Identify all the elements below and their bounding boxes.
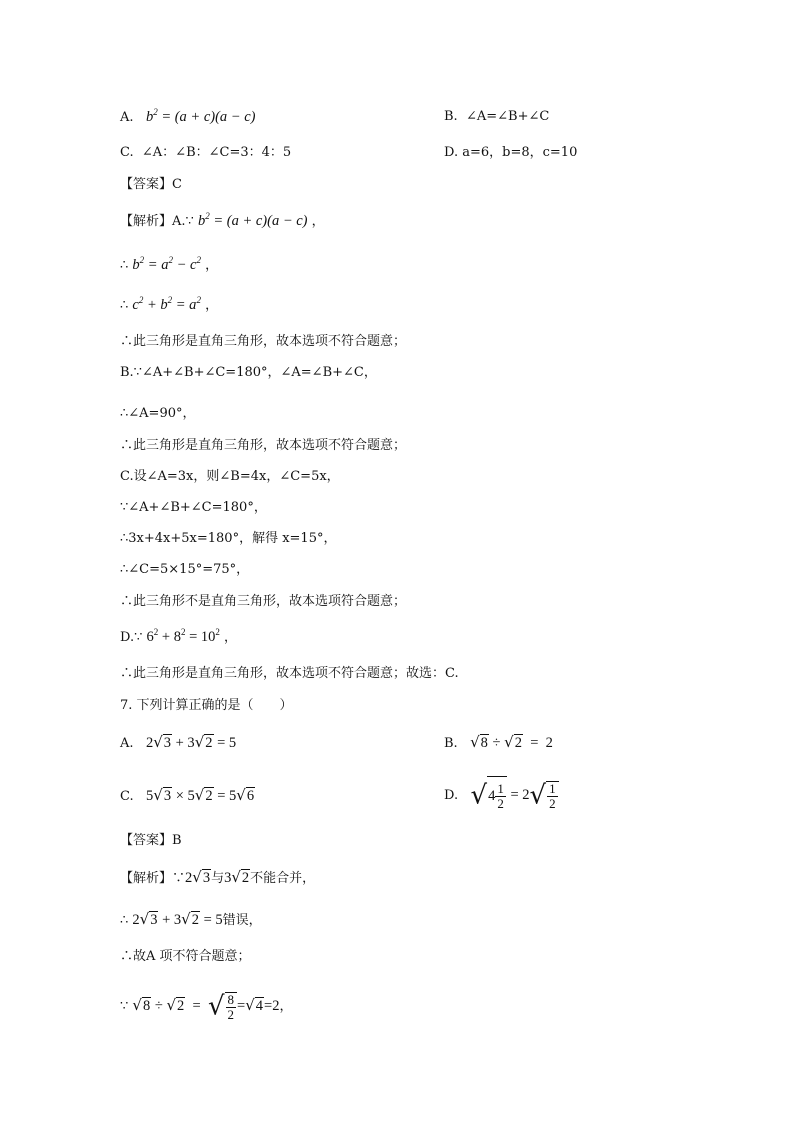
analysis-c-line3: ∴3x+4x+5x=180°，解得 x=15°， <box>120 531 337 546</box>
analysis-c-line2: ∵∠A+∠B+∠C=180°， <box>120 500 267 515</box>
q7-answer <box>120 832 182 850</box>
formula: $b^2 = (a + c)(a - c)$ <box>197 211 308 229</box>
option-label: C. <box>120 789 134 804</box>
option-label: B. <box>444 109 458 124</box>
answer-value: B <box>172 833 182 848</box>
answer-tag: 【答案】 <box>120 177 173 192</box>
formula: √8 ÷ √2 = √ $\frac{8}{2}$ =√4=2 <box>132 991 280 1022</box>
option-text: ∠A=∠B+∠C <box>465 109 550 124</box>
option-label: C. <box>120 145 134 160</box>
q6-answer <box>120 176 182 194</box>
option-label: B. <box>444 736 458 751</box>
analysis-b-line2: ∴∠A=90°， <box>120 406 196 421</box>
option-text: ∠A：∠B：∠C=3：4：5 <box>141 145 292 160</box>
option-label: D. <box>444 788 459 803</box>
q6-analysis-a: 【解析】A.∵ $b^2 = (a + c)(a - c)$ ， <box>120 211 325 229</box>
analysis-c-line4: ∴∠C=5×15°=75°， <box>120 562 250 577</box>
formula: $b^2 = (a + c)(a - c)$ <box>145 107 256 125</box>
option-label: A. <box>120 110 134 125</box>
q7-analysis-4: ∵ √8 ÷ √2 = √ $\frac{8}{2}$ =√4=2， <box>120 991 293 1022</box>
formula: √8 ÷ √2 = 2 <box>470 733 553 751</box>
option-label: D. <box>444 145 459 160</box>
q7-option-c <box>120 786 255 806</box>
text: 错误， <box>222 913 262 928</box>
q7-stem: 7. 下列计算正确的是（ ） <box>120 698 293 713</box>
formula: 2√3 <box>185 868 211 886</box>
formula: $6^2 + 8^2 = 10^2$ <box>146 627 220 645</box>
line-prefix: A.∵ <box>172 214 194 229</box>
q7-analysis-3: ∴故A 项不符合题意； <box>120 949 251 964</box>
analysis-c-line1: C.设∠A=3x，则∠B=4x，∠C=5x， <box>120 469 340 484</box>
conclusion-line: ∴此三角形是直角三角形，故本选项不符合题意； <box>120 334 407 349</box>
q6-option-b <box>444 108 549 126</box>
q7-option-b <box>444 733 553 753</box>
final-conclusion: ∴此三角形是直角三角形，故本选项不符合题意；故选：C. <box>120 666 459 681</box>
q6-option-c <box>120 144 291 162</box>
conclusion-line: ∴此三角形是直角三角形，故本选项不符合题意； <box>120 438 407 453</box>
formula: $b^2 = a^2 - c^2$ <box>132 255 201 273</box>
q6-option-d <box>444 144 577 162</box>
analysis-b-line: B.∵∠A+∠B+∠C=180°，∠A=∠B+∠C， <box>120 365 377 380</box>
q6-option-a <box>120 108 255 127</box>
text: 不能合并， <box>250 871 316 886</box>
option-text: a=6，b=8，c=10 <box>462 145 578 160</box>
analysis-tag: 【解析】 <box>120 871 173 886</box>
formula: √4 $\frac{1}{2}$ = 2√ $\frac{1}{2}$ <box>471 787 559 803</box>
q7-option-a <box>120 733 236 753</box>
formula: 2√3 + 3√2 = 5 <box>132 910 223 928</box>
answer-value: C <box>172 177 182 192</box>
analysis-tag: 【解析】 <box>120 214 173 229</box>
line-prefix: D.∵ <box>120 630 143 645</box>
q6-analysis-d: D.∵ $6^2 + 8^2 = 10^2$ ， <box>120 627 238 645</box>
formula: $c^2 + b^2 = a^2$ <box>132 295 201 313</box>
q6-step-1: ∴ $b^2 = a^2 - c^2$ ， <box>120 255 219 273</box>
q6-step-2: ∴ $c^2 + b^2 = a^2$ ， <box>120 295 219 313</box>
q7-analysis-2: ∴ 2√3 + 3√2 = 5错误， <box>120 910 262 928</box>
analysis-c-line5: ∴此三角形不是直角三角形，故本选项符合题意； <box>120 594 407 609</box>
formula: 3√2 <box>224 868 250 886</box>
formula: 5√3 × 5√2 = 5√6 <box>146 786 255 804</box>
q7-analysis-1: 【解析】∵2√3与3√2不能合并， <box>120 868 316 886</box>
option-label: A. <box>120 736 134 751</box>
answer-tag: 【答案】 <box>120 833 173 848</box>
q7-option-d <box>444 776 559 815</box>
formula: 2√3 + 3√2 = 5 <box>145 733 237 751</box>
